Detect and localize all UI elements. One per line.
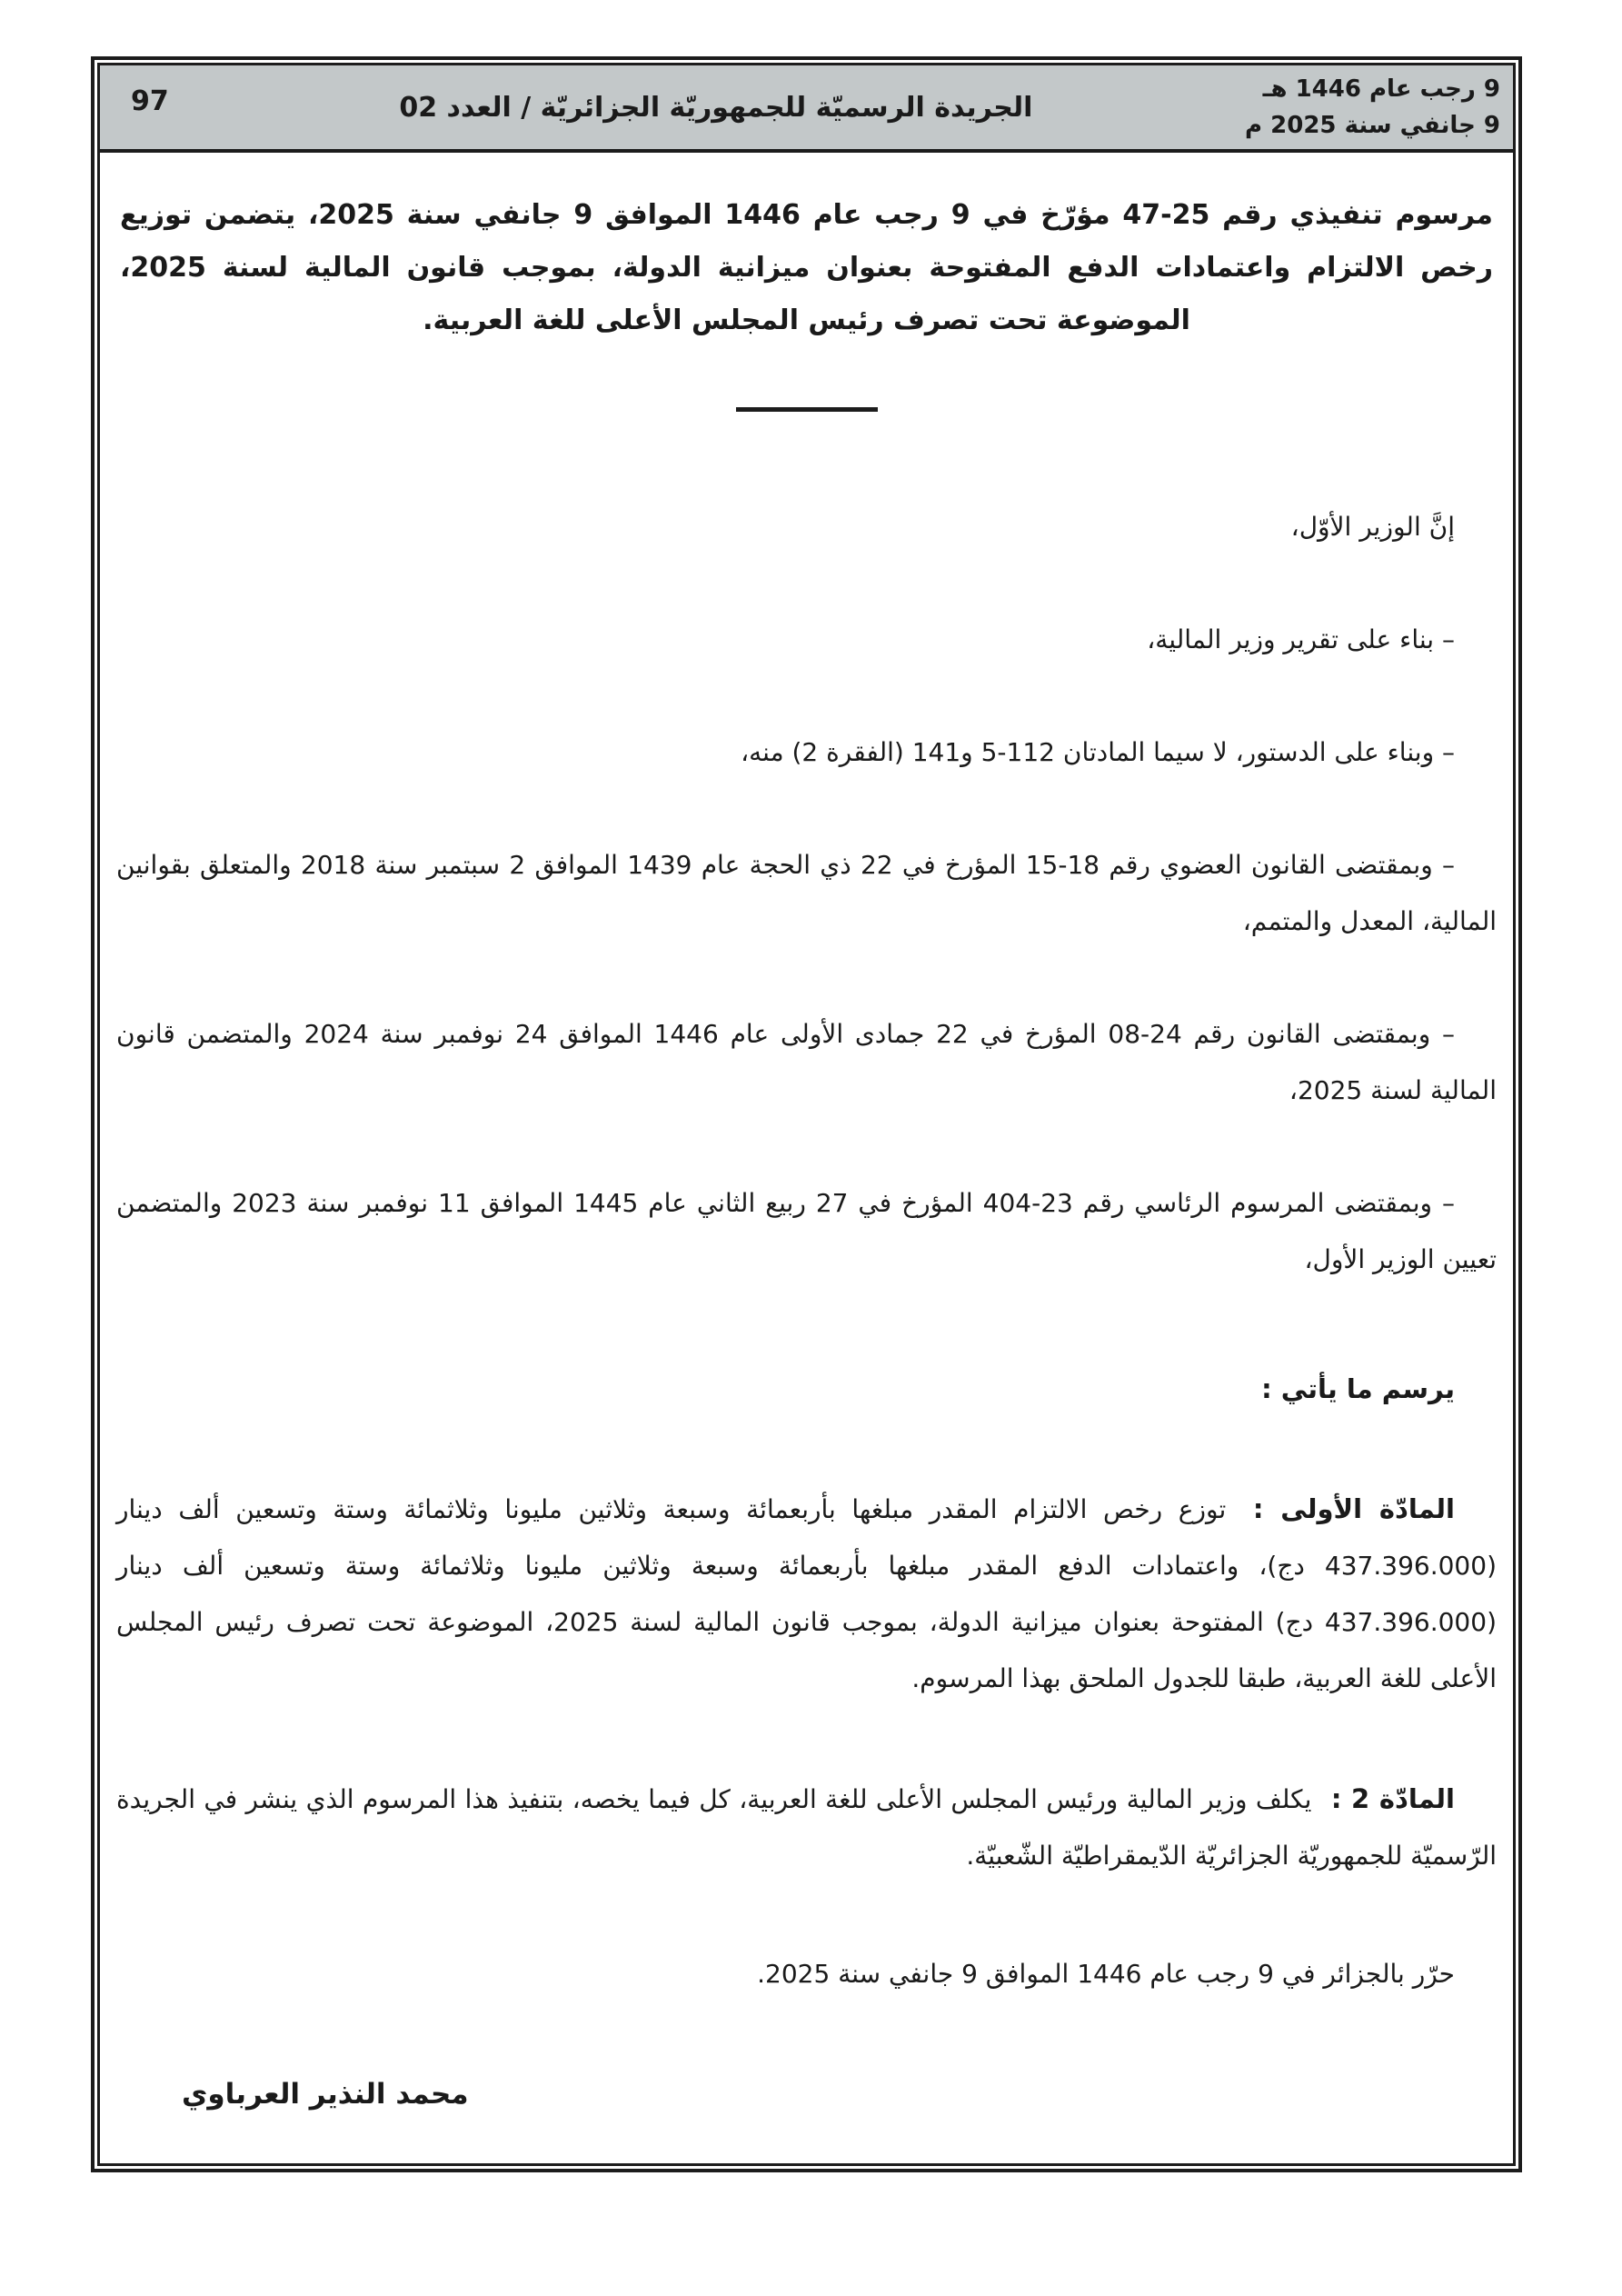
- decree-title: مرسوم تنفيذي رقم 25‏-‏47 مؤرّخ في 9 رجب عام 1446 الموافق 9 جانفي سنة 2025، يتضمن توزيع رخص الالتزام واعتمادات الدفع المفتوحة بعنوان ميزانية الدولة، بموجب قانون المالية لسنة 2025، الموضوعة تحت تصرف رئيس المجلس الأعلى للغة العربية.: [120, 199, 1493, 336]
- date-hijri: 9 رجب عام 1446 هـ: [1262, 75, 1500, 103]
- enactment-clause: يرسم ما يأتي :: [1261, 1373, 1455, 1404]
- page-frame: [91, 56, 1522, 2172]
- consideration-report: – بناء على تقرير وزير المالية،: [1147, 624, 1455, 654]
- consideration-constitution: – وبناء على الدستور، لا سيما المادتان 112‏-‏5 و141 (الفقرة 2) منه،: [741, 737, 1455, 767]
- page-number: 97: [131, 85, 169, 117]
- section-separator: [736, 407, 878, 412]
- consideration-finance-law: – وبمقتضى القانون رقم 24‏-‏08 المؤرخ في 22 جمادى الأولى عام 1446 الموافق 24 نوفمبر سنة 2024 والمتضمن قانون المالية لسنة 2025،: [116, 1019, 1497, 1105]
- page-header: [100, 65, 1513, 153]
- article-1-text: توزع رخص الالتزام المقدر مبلغها بأربعمائة وسبعة وثلاثين مليونا وثلاثمائة وستة وتسعين ألف دينار (437.396.000 دج)، واعتمادات الدفع المقدر مبلغها بأربعمائة وسبعة وثلاثين مليونا وثلاثمائة وستة وتسعين ألف دينار (437.396.000 دج) المفتوحة بعنوان ميزانية الدولة، بموجب قانون المالية لسنة 2025، الموضوعة تحت تصرف رئيس المجلس الأعلى للغة العربية، طبقا للجدول الملحق بهذا المرسوم.: [116, 1494, 1497, 1693]
- page-frame-inner: [97, 63, 1516, 2166]
- signatory-name: محمد النذير العرباوي: [182, 2078, 469, 2111]
- consideration-presidential-decree: – وبمقتضى المرسوم الرئاسي رقم 23‏-‏404 المؤرخ في 27 ربيع الثاني عام 1445 الموافق 11 نوفمبر سنة 2023 والمتضمن تعيين الوزير الأول،: [116, 1188, 1497, 1274]
- preamble-intro: إنَّ الوزير الأوّل،: [1290, 512, 1455, 542]
- signature-date-line: حرّر بالجزائر في 9 رجب عام 1446 الموافق 9 جانفي سنة 2025.: [757, 1959, 1455, 1989]
- article-1-label: المادّة الأولى :: [1252, 1493, 1455, 1524]
- article-1: [116, 1481, 1497, 1707]
- article-2: [116, 1771, 1497, 1884]
- consideration-organic-law: – وبمقتضى القانون العضوي رقم 18‏-‏15 المؤرخ في 22 ذي الحجة عام 1439 الموافق 2 سبتمبر سنة 2018 والمتعلق بقوانين المالية، المعدل والمتمم،: [116, 850, 1497, 936]
- header-dates: [1232, 71, 1513, 144]
- article-2-label: المادّة 2 :: [1330, 1783, 1455, 1814]
- decree-body: [100, 189, 1513, 2122]
- article-2-text: يكلف وزير المالية ورئيس المجلس الأعلى للغة العربية، كل فيما يخصه، بتنفيذ هذا المرسوم الذي ينشر في الجريدة الرّسميّة للجمهوريّة الجزائريّة الدّيمقراطيّة الشّعبيّة.: [116, 1784, 1497, 1871]
- journal-title: الجريدة الرسميّة للجمهوريّة الجزائريّة / العدد 02: [399, 91, 1033, 124]
- date-gregorian: 9 جانفي سنة 2025 م: [1245, 112, 1500, 139]
